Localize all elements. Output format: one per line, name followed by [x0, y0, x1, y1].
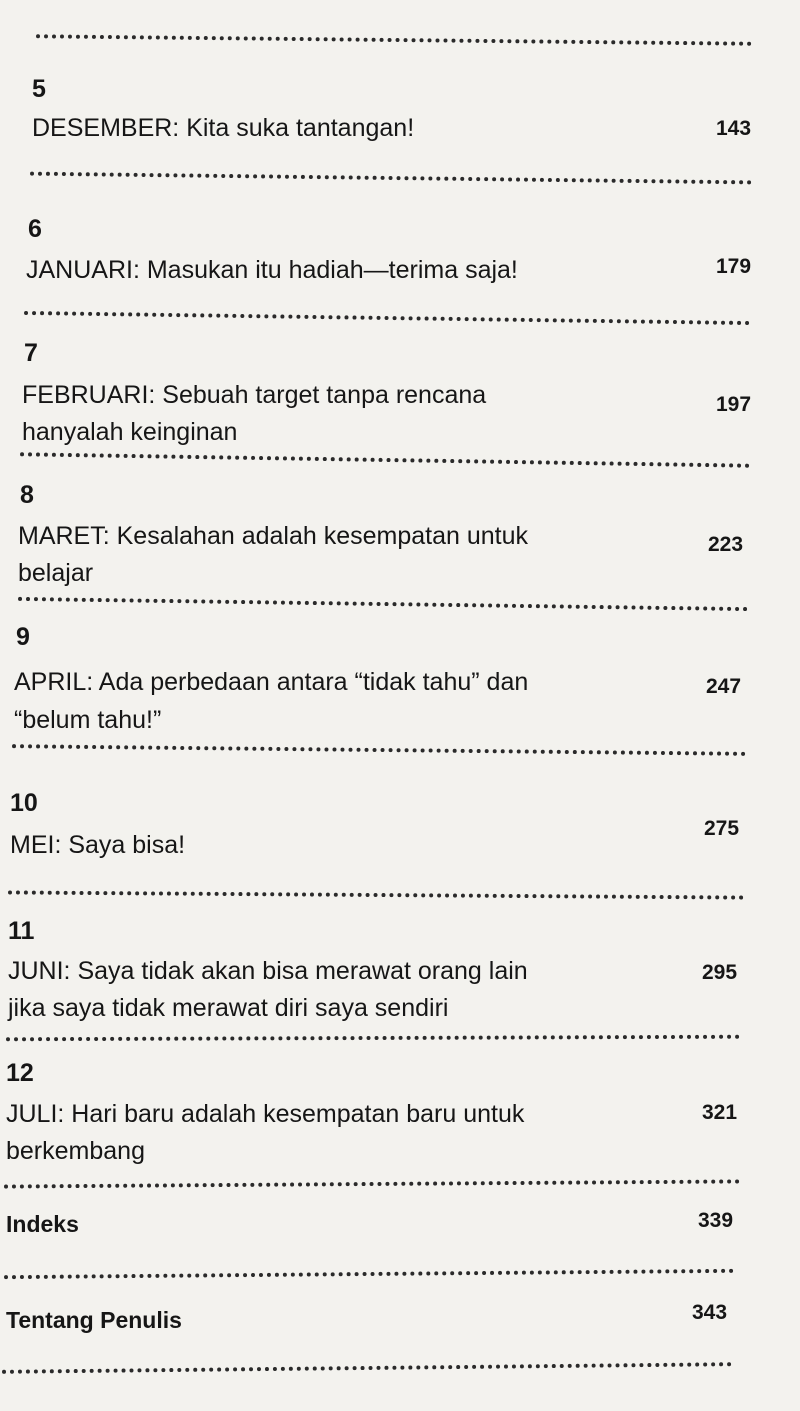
chapter-number: 12 [6, 1059, 34, 1087]
chapter-title: JANUARI: Masukan itu hadiah—terima saja! [26, 256, 518, 284]
chapter-number: 7 [24, 339, 38, 367]
chapter-title-continued: belajar [18, 559, 94, 587]
chapter-title: JUNI: Saya tidak akan bisa merawat orang lain [8, 957, 528, 985]
page-number: 343 [692, 1301, 728, 1324]
chapter-title-continued: berkembang [6, 1137, 145, 1165]
chapter-number: 9 [16, 623, 30, 651]
page-number: 295 [702, 961, 738, 984]
page-number: 223 [708, 533, 744, 556]
chapter-title: MEI: Saya bisa! [10, 831, 186, 859]
chapter-title-continued: jika saya tidak merawat diri saya sendiri [8, 994, 449, 1022]
page-number: 339 [698, 1209, 734, 1232]
page-number: 143 [716, 117, 752, 140]
chapter-title: DESEMBER: Kita suka tantangan! [32, 114, 415, 142]
backmatter-title: Tentang Penulis [6, 1307, 182, 1333]
chapter-number: 8 [20, 481, 34, 509]
page-number: 321 [702, 1101, 738, 1124]
chapter-title-continued: “belum tahu!” [14, 706, 162, 734]
page-number: 275 [704, 817, 740, 840]
chapter-title: JULI: Hari baru adalah kesempatan baru untuk [6, 1100, 525, 1128]
chapter-number: 10 [10, 789, 38, 817]
chapter-title-continued: hanyalah keinginan [22, 418, 238, 446]
chapter-number: 6 [28, 215, 42, 243]
backmatter-title: Indeks [6, 1211, 79, 1237]
chapter-number: 5 [32, 75, 46, 103]
page-number: 247 [706, 675, 742, 698]
chapter-title: APRIL: Ada perbedaan antara “tidak tahu” dan [14, 668, 529, 696]
page-number: 179 [716, 255, 752, 278]
page-number: 197 [716, 393, 752, 416]
chapter-title: FEBRUARI: Sebuah target tanpa rencana [22, 381, 487, 409]
chapter-title: MARET: Kesalahan adalah kesempatan untuk [18, 522, 529, 550]
chapter-number: 11 [8, 917, 35, 945]
